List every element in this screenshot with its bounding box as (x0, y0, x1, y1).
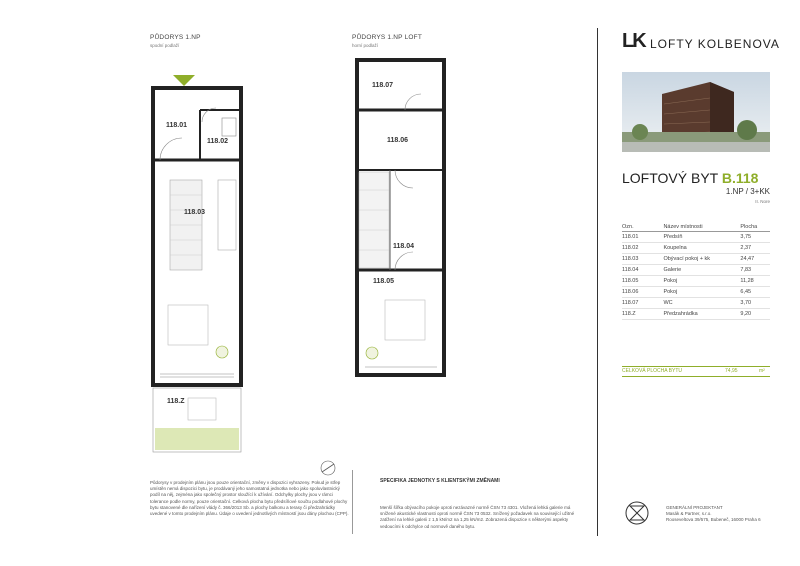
total-label: CELKOVÁ PLOCHA BYTU (622, 368, 683, 374)
cell: Předzahrádka (663, 309, 740, 320)
north-arrow-icon (318, 458, 338, 478)
cell: 3,70 (740, 298, 770, 309)
cell: 9,20 (740, 309, 770, 320)
brand-logo-icon: LK (622, 30, 645, 52)
divider-line (352, 470, 353, 534)
cell: 118.07 (622, 298, 663, 309)
building-photo (622, 72, 770, 152)
panel-divider (597, 28, 598, 536)
cell: 118.Z (622, 309, 663, 320)
room-label: 118.05 (373, 278, 395, 285)
cell: Obývací pokoj + kk (663, 254, 740, 265)
col-header: Plocha (740, 223, 770, 232)
cell: WC (663, 298, 740, 309)
cell: 118.06 (622, 287, 663, 298)
cell: 11,28 (740, 276, 770, 287)
cell: 118.04 (622, 265, 663, 276)
total-unit: m² (759, 368, 765, 374)
right-plan-subtitle: horní podlaží (352, 43, 379, 48)
unit-note: II. Nore (755, 199, 770, 204)
cell: 118.02 (622, 243, 663, 254)
room-label: 118.01 (166, 122, 188, 129)
project-address: Rooseveltova 39/575, Bubeneč, 16000 Praha 6 (666, 517, 761, 522)
unit-title: LOFTOVÝ BYT B.118 (622, 170, 759, 186)
table-row (622, 254, 770, 265)
total-value: 74,95 (725, 368, 738, 374)
room-label: 118.02 (207, 138, 229, 145)
table-row (622, 287, 770, 298)
table-row (622, 276, 770, 287)
architect-logo-icon (622, 498, 652, 528)
cell: Galerie (663, 265, 740, 276)
left-plan-title: PŮDORYS 1.NP (150, 34, 201, 41)
cell: Předsíň (663, 232, 740, 243)
right-floor-plan (345, 55, 455, 385)
cell: 118.01 (622, 232, 663, 243)
entrance-arrow-icon (173, 75, 195, 86)
cell: 2,37 (740, 243, 770, 254)
cell: Pokoj (663, 287, 740, 298)
total-area-row (622, 366, 770, 377)
table-row (622, 243, 770, 254)
cell: 7,83 (740, 265, 770, 276)
room-label: 118.Z (167, 398, 185, 405)
col-header: Název místnosti (663, 223, 740, 232)
table-row (622, 298, 770, 309)
spec-title: SPECIFIKA JEDNOTKY S KLIENTSKÝMI ZMĚNAMI (380, 478, 500, 484)
cell: 118.03 (622, 254, 663, 265)
table-row (622, 232, 770, 243)
project-company: Masák & Partner, s.r.o. (666, 511, 712, 516)
legal-note: Půdorysy v prodejním plánu jsou pouze orientační, změny v dispozici vyhrazeny. Pokud je střep umístěn nemá dispozici bytu, je prodávaný jeho samostatná jednotka nebo jako spoluvlastnický podíl na něj, zejména jako společný prostor sloužící k užívání. Odchylky plochy jsou v rámci tolerance podle normy, pouze orientační. Celková plocha bytu předsíňové součtu podlahové plochy bytu stanovené dle nařízení vlády č. 366/2013 Sb. a plochy balkonu a terasy či předzahrádky uvedené v tomto prodejním plánu. Údaje o uvedení jednotlivých místností jsou dány plochou (CPP). (150, 480, 349, 517)
table-row (622, 265, 770, 276)
room-table (622, 223, 770, 320)
cell: Pokoj (663, 276, 740, 287)
spec-text: Menší šířka obývacího pokoje oproti nezávazné normě ČSN 73 4301. Vložená lehká galerie má snížené akustické vlastnosti oproti normě ČSN 73 0532. Snížený požadavek na související užitné zatížení na lehké galerii z 1,5 kN/m2 na 1,25 kN/m2. Zobrazená dispozice s některými aspekty vedoucími k odchylce od normově daného bytu. (380, 505, 575, 529)
table-row (622, 309, 770, 320)
room-label: 118.06 (387, 137, 409, 144)
room-label: 118.04 (393, 243, 415, 250)
cell: Koupelna (663, 243, 740, 254)
unit-floor: 1.NP / 3+KK (725, 187, 770, 196)
cell: 6,45 (740, 287, 770, 298)
col-header: Ozn. (622, 223, 663, 232)
left-floor-plan (140, 70, 255, 460)
brand-name: LOFTY KOLBENOVA (650, 37, 780, 51)
room-label: 118.07 (372, 82, 394, 89)
right-plan-title: PŮDORYS 1.NP LOFT (352, 34, 422, 41)
left-plan-subtitle: spodní podlaží (150, 43, 180, 48)
cell: 24,47 (740, 254, 770, 265)
cell: 3,75 (740, 232, 770, 243)
cell: 118.05 (622, 276, 663, 287)
room-label: 118.03 (184, 209, 206, 216)
project-label: GENERÁLNÍ PROJEKTANT (666, 505, 723, 510)
